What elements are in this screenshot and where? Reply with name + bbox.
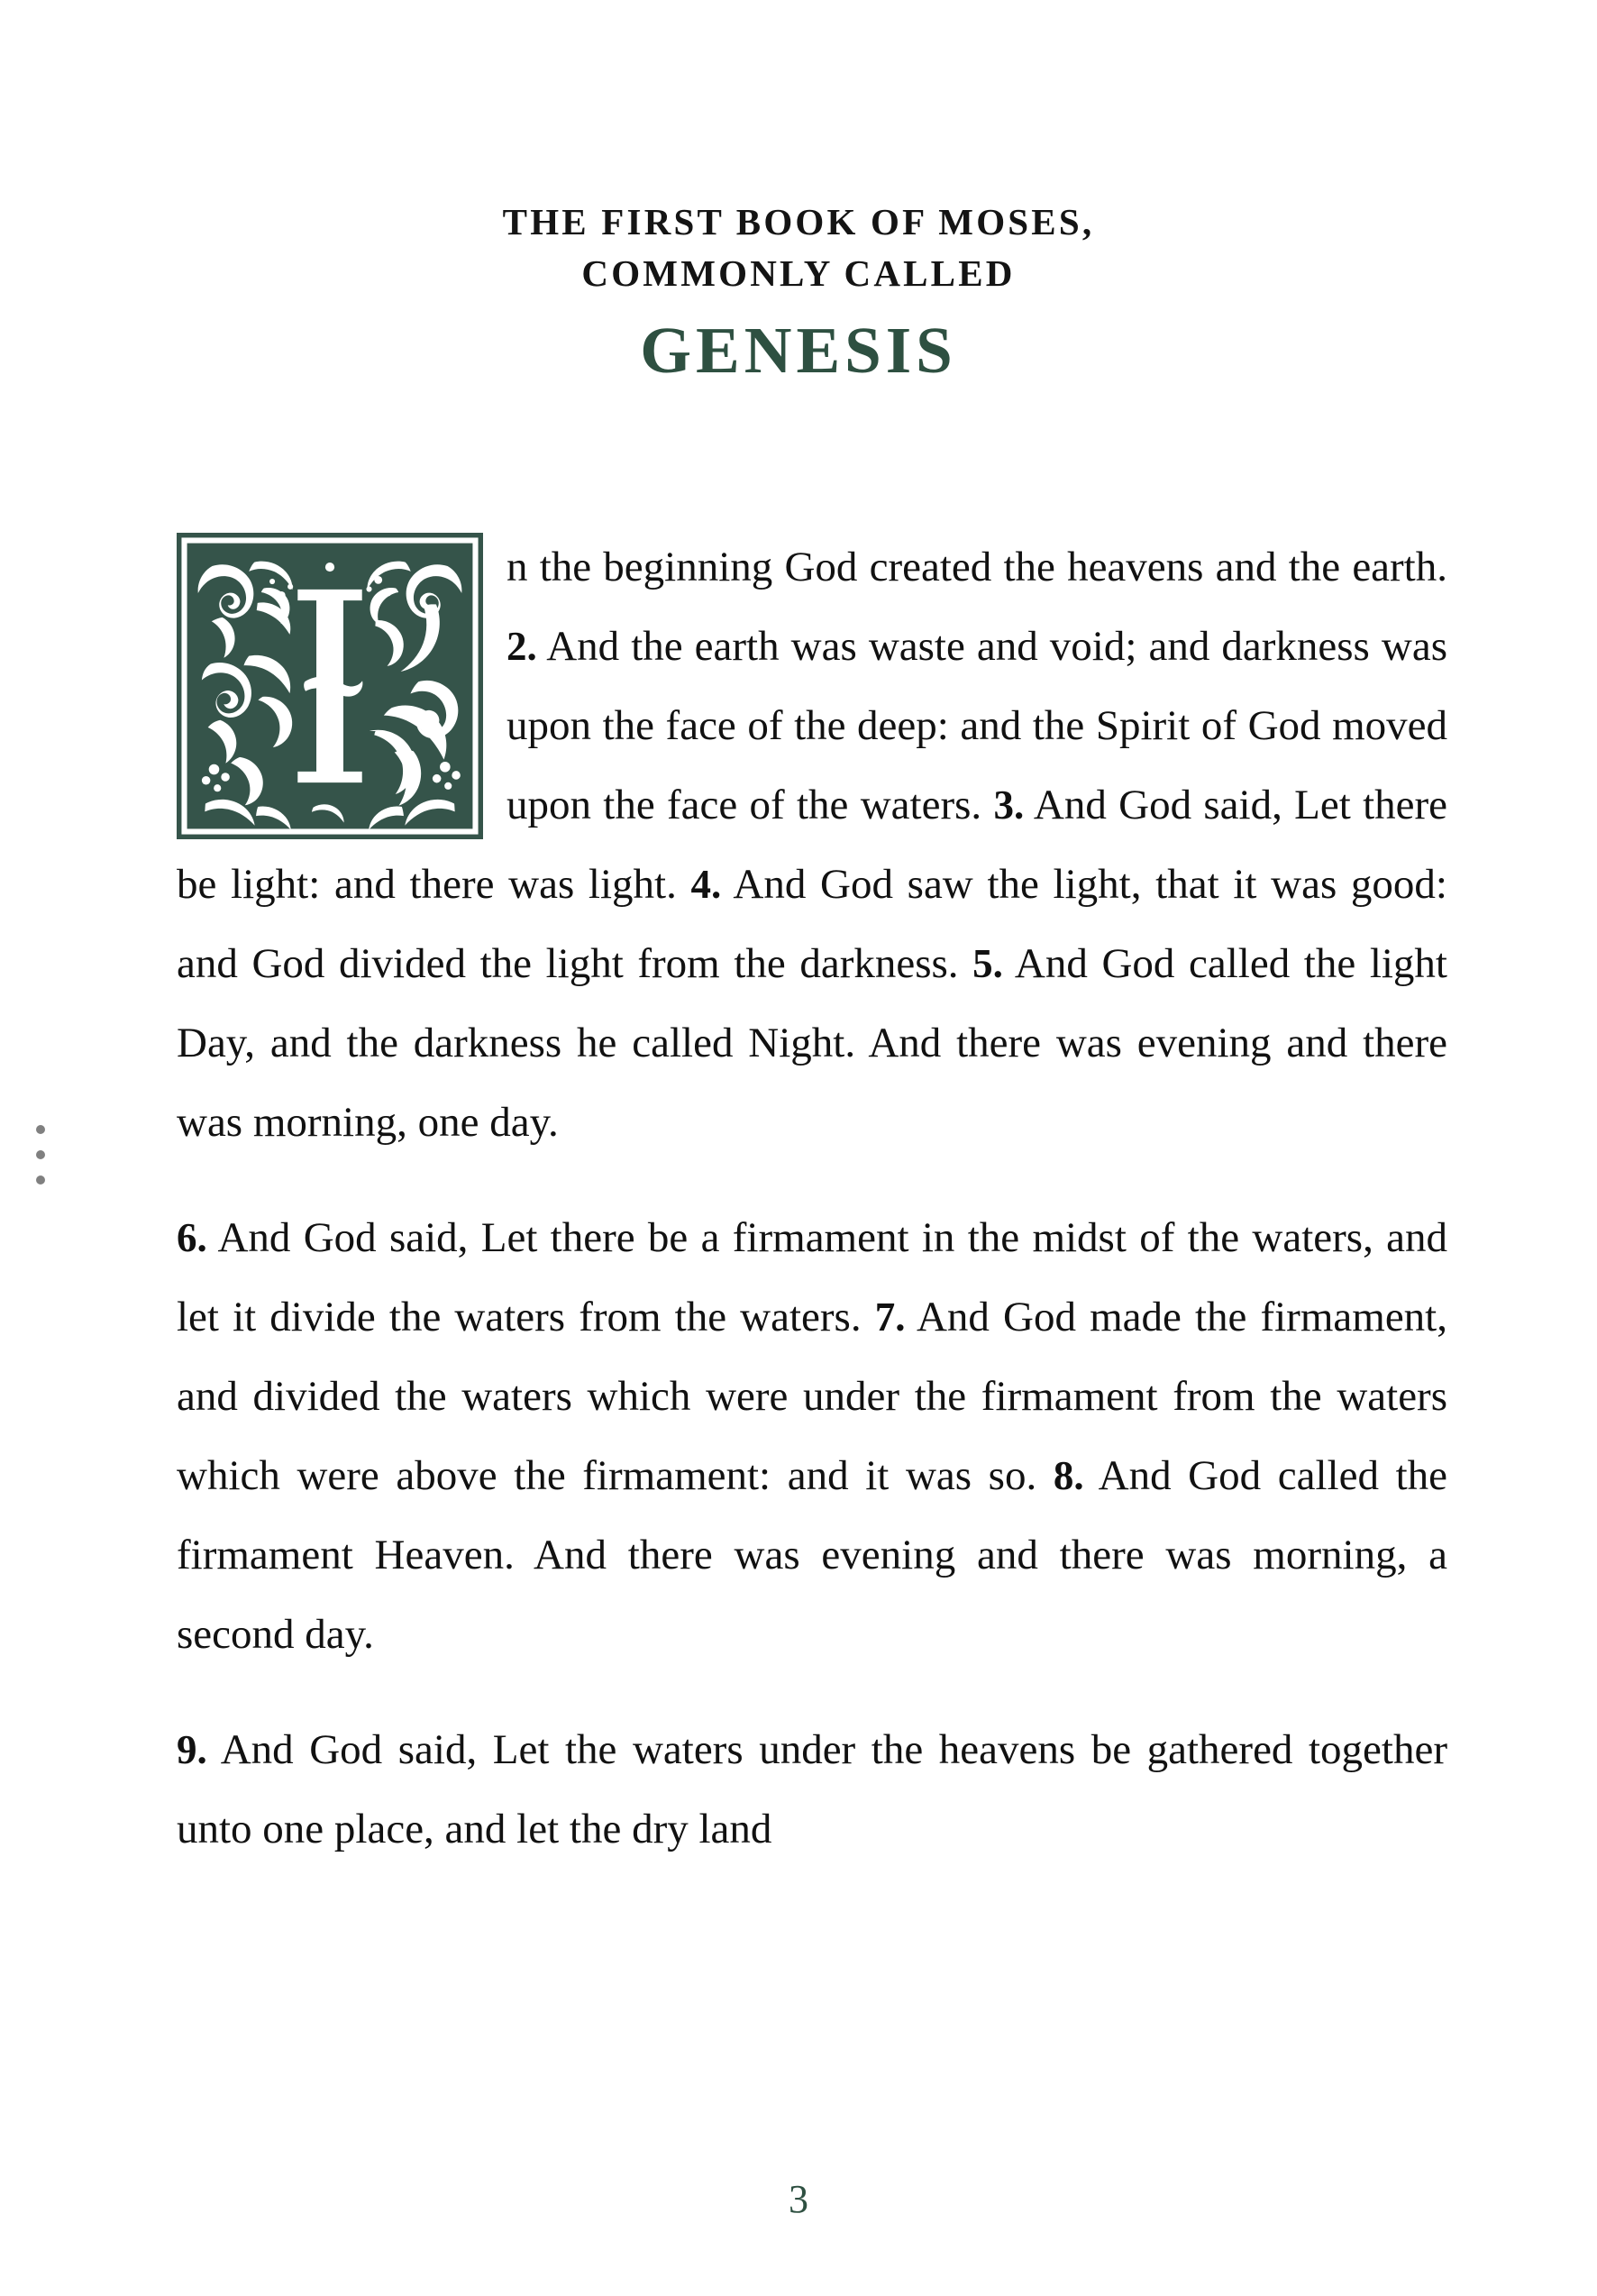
verse-number-9: 9. <box>177 1727 207 1772</box>
verse-number-2: 2. <box>506 624 537 669</box>
verse-text-2: And the earth was waste and void; and darkness was upon the face of the deep: and the Spirit of God moved upon the face of the waters. <box>506 623 1447 828</box>
vertical-ellipsis-icon-dot-1 <box>36 1125 45 1134</box>
vertical-ellipsis-icon-dot-2 <box>36 1150 45 1159</box>
ornate-dropcap-initial-i <box>177 533 483 839</box>
book-header <box>0 197 1597 386</box>
book-subtitle-line-1: THE FIRST BOOK OF MOSES, <box>502 201 1095 242</box>
paragraph-1 <box>177 527 1447 1162</box>
verse-text-7: And God made the firmament, and divided the waters which were under the firmament from the waters which were above the firmament: and it was so. <box>177 1294 1447 1499</box>
verse-text-4: And God saw the light, that it was good: and God divided the light from the darkness. <box>177 861 1447 987</box>
book-subtitle-line-2: COMMONLY CALLED <box>581 252 1016 294</box>
verse-number-4: 4. <box>690 862 722 907</box>
verse-number-8: 8. <box>1053 1453 1084 1498</box>
paragraph-3 <box>177 1710 1447 1869</box>
vertical-ellipsis-icon-dot-3 <box>36 1175 45 1185</box>
page-title: GENESIS <box>640 314 957 388</box>
verse-text-6: And God said, Let there be a firmament in the midst of the waters, and let it divide the waters from the waters. <box>177 1214 1447 1340</box>
verse-text-5: And God called the light Day, and the darkness he called Night. And there was evening and there was morning, one day. <box>177 940 1447 1146</box>
verse-text-1-1: n the beginning God created the heavens and the earth. <box>506 544 1447 590</box>
verse-number-5: 5. <box>972 941 1003 986</box>
verse-text-9: And God said, Let the waters under the heavens be gathered together unto one place, and let the dry land <box>177 1726 1447 1852</box>
page-number: 3 <box>789 2177 808 2221</box>
verse-text-3: And God said, Let there be light: and there was light. <box>177 782 1447 908</box>
verse-text-8: And God called the firmament Heaven. And there was evening and there was morning, a second day. <box>177 1452 1447 1658</box>
text-column <box>177 527 1447 1869</box>
paragraph-2 <box>177 1198 1447 1674</box>
margin-options-handle[interactable] <box>34 1125 47 1185</box>
verse-number-7: 7. <box>874 1294 906 1340</box>
verse-number-3: 3. <box>993 782 1025 828</box>
verse-number-6: 6. <box>177 1215 207 1260</box>
